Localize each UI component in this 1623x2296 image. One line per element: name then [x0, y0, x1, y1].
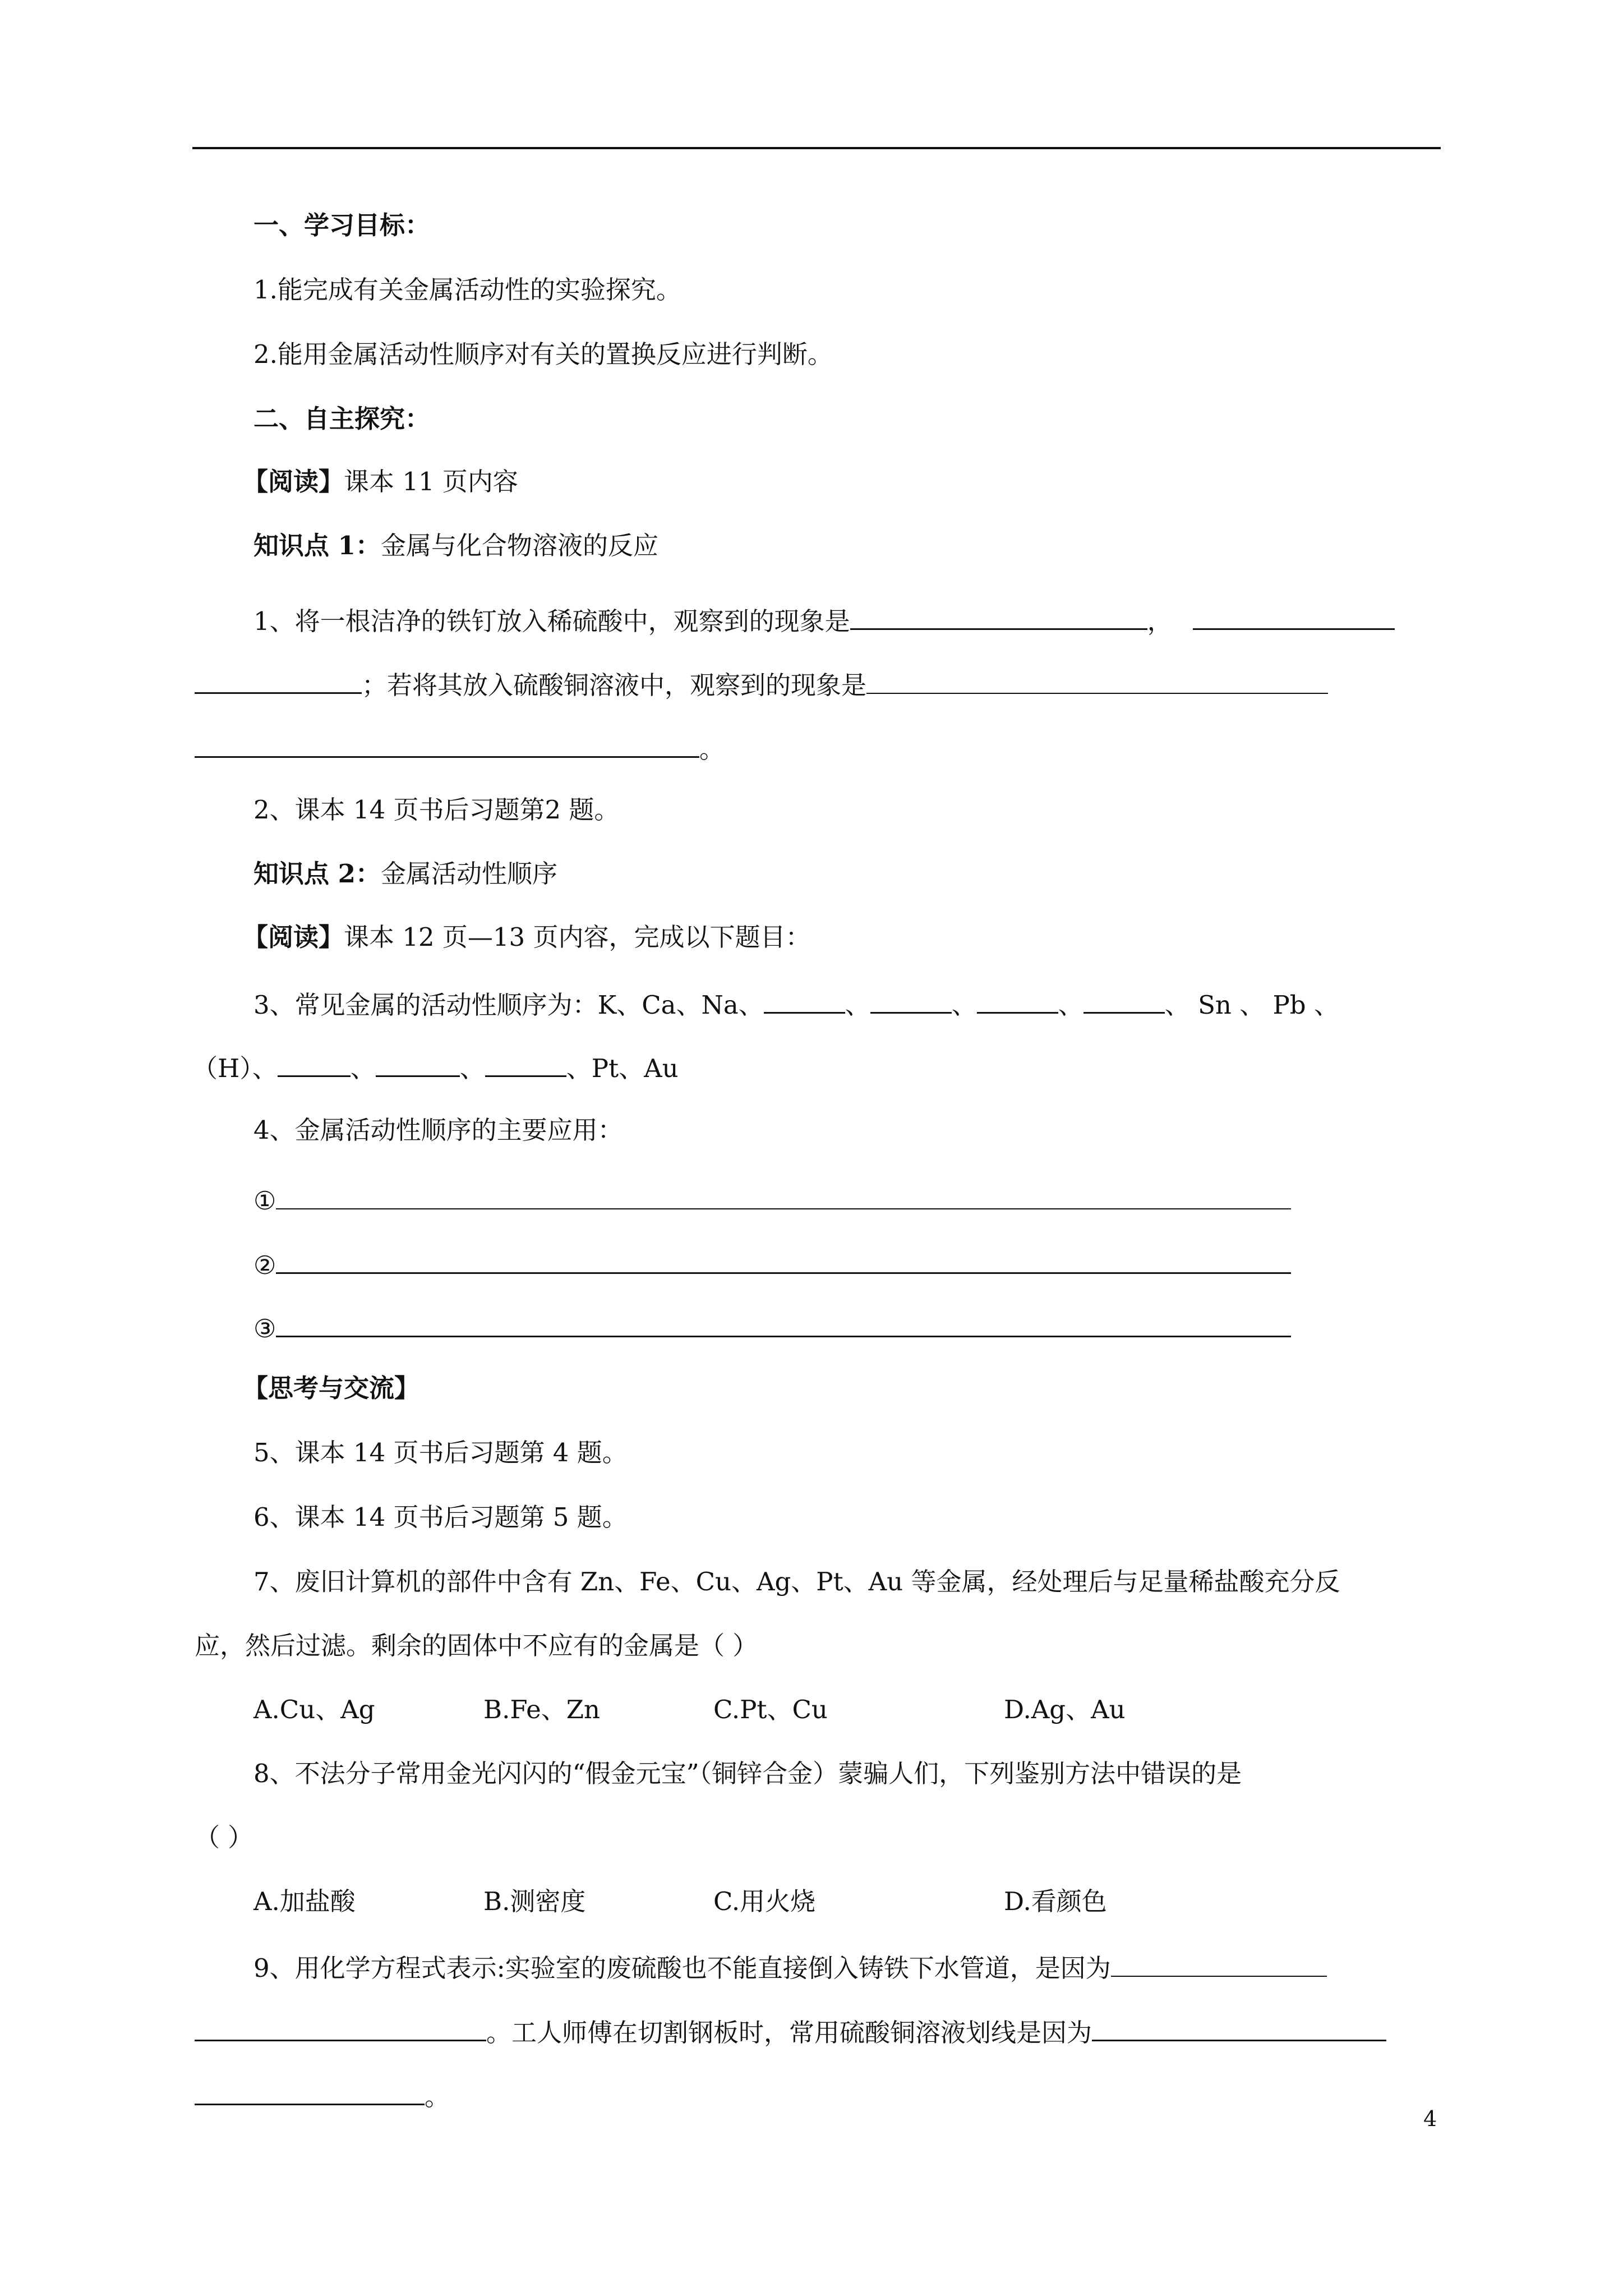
- q7-line2: 应，然后过滤。剩余的固体中不应有的金属是（ ）: [195, 1631, 758, 1660]
- q1-part1: 1、将一根洁净的铁钉放入稀硫酸中，观察到的现象是: [253, 606, 850, 636]
- q1-line1: [253, 601, 1395, 635]
- q1-part4: 。: [699, 734, 725, 764]
- q3-sep-3: 、: [1058, 990, 1083, 1020]
- read1-line: [243, 465, 518, 499]
- kp2-label: 知识点 2：: [253, 859, 381, 889]
- q7-option-d: D.Ag、Au: [1004, 1695, 1126, 1724]
- q3-blank-2[interactable]: [870, 985, 952, 1014]
- kp1-label: 知识点 1：: [253, 531, 381, 560]
- q4-answer-1: [253, 1181, 1291, 1215]
- q7-line1: 7、废旧计算机的部件中含有 Zn、Fe、Cu、Ag、Pt、Au 等金属，经处理后与足量稀盐酸充分反: [253, 1567, 1340, 1596]
- q8-option-a: A.加盐酸: [253, 1887, 356, 1916]
- objective-1: 1.能完成有关金属活动性的实验探究。: [253, 275, 681, 305]
- objective-2: 2.能用金属活动性顺序对有关的置换反应进行判断。: [253, 339, 833, 369]
- read2-text: 课本 12 页—13 页内容，完成以下题目：: [344, 922, 811, 952]
- q1-part3: ；若将其放入硫酸铜溶液中，观察到的现象是: [362, 670, 867, 700]
- q6-line: 6、课本 14 页书后习题第 5 题。: [253, 1502, 628, 1532]
- q9-blank-3[interactable]: [1092, 2013, 1386, 2041]
- read2-tag: 【阅读】: [243, 922, 344, 952]
- q5-line: 5、课本 14 页书后习题第 4 题。: [253, 1438, 628, 1467]
- q3-blank-1[interactable]: [764, 985, 845, 1014]
- q3-blank-4[interactable]: [1083, 985, 1165, 1014]
- q3-blank-5[interactable]: [278, 1048, 351, 1077]
- q9-line2: [195, 2013, 1386, 2046]
- q3-blank-3[interactable]: [977, 985, 1058, 1014]
- q1-part2: ，: [1147, 606, 1173, 636]
- q3-line1: [253, 985, 1339, 1019]
- q9-part2: 。工人师傅在切割钢板时，常用硫酸铜溶液划线是因为: [486, 2018, 1092, 2047]
- q8-line1: 8、不法分子常用金光闪闪的“假金元宝”（铜锌合金）蒙骗人们，下列鉴别方法中错误的是: [253, 1759, 1242, 1788]
- q1-line2: [195, 665, 1328, 699]
- q3-line2-start: （H）、: [192, 1053, 278, 1083]
- q8-option-d: D.看颜色: [1004, 1887, 1107, 1916]
- kp2-line: [253, 857, 557, 891]
- section2-heading: 二、自主探究：: [253, 404, 431, 434]
- header-rule: [192, 147, 1441, 149]
- q3-sep-2: 、: [951, 990, 977, 1020]
- kp2-text: 金属活动性顺序: [380, 859, 557, 889]
- q3-blank-7[interactable]: [485, 1048, 566, 1077]
- q4-answer-3: [253, 1309, 1291, 1342]
- q3-sep-5: 、: [459, 1053, 485, 1083]
- q8-line2: （ ）: [195, 1823, 253, 1852]
- q3-line2: [192, 1048, 679, 1082]
- think-heading: 【思考与交流】: [243, 1373, 420, 1403]
- page-number: 4: [1423, 2106, 1437, 2131]
- q9-part1: 9、用化学方程式表示:实验室的废硫酸也不能直接倒入铸铁下水管道，是因为: [253, 1953, 1111, 1983]
- q4-line: 4、金属活动性顺序的主要应用：: [253, 1115, 623, 1145]
- q3-mid: 、 Sn 、 Pb 、: [1164, 990, 1339, 1020]
- q9-part3: 。: [425, 2082, 450, 2111]
- q3-sep-1: 、: [845, 990, 870, 1020]
- q4-answer-2: [253, 1245, 1291, 1279]
- q9-line3: [195, 2077, 450, 2110]
- q1-blank-2[interactable]: [1193, 601, 1395, 630]
- kp1-text: 金属与化合物溶液的反应: [380, 531, 658, 560]
- q4-blank-3[interactable]: [276, 1309, 1291, 1337]
- q3-part1: 3、常见金属的活动性顺序为：K、Ca、Na、: [253, 990, 764, 1020]
- q4-mark-3: ③: [253, 1314, 276, 1343]
- read1-text: 课本 11 页内容: [344, 467, 518, 496]
- q7-option-a: A.Cu、Ag: [253, 1695, 375, 1724]
- q4-mark-2: ②: [253, 1250, 276, 1280]
- q8-option-c: C.用火烧: [713, 1887, 816, 1916]
- q1-blank-3[interactable]: [195, 665, 362, 694]
- q1-blank-5[interactable]: [195, 729, 699, 758]
- section1-heading: 一、学习目标：: [253, 210, 431, 240]
- read1-tag: 【阅读】: [243, 467, 344, 496]
- q3-blank-6[interactable]: [376, 1048, 460, 1077]
- q9-blank-2[interactable]: [195, 2013, 486, 2041]
- q9-blank-1[interactable]: [1111, 1949, 1327, 1977]
- q7-option-c: C.Pt、Cu: [713, 1695, 828, 1724]
- q1-blank-4[interactable]: [866, 666, 1328, 694]
- q2-line: 2、课本 14 页书后习题第2 题。: [253, 795, 620, 825]
- q9-line1: [253, 1949, 1327, 1982]
- q4-blank-2[interactable]: [276, 1245, 1291, 1274]
- q9-blank-4[interactable]: [195, 2077, 425, 2105]
- q4-blank-1[interactable]: [276, 1181, 1291, 1209]
- read2-line: [243, 921, 810, 954]
- kp1-line: [253, 529, 658, 563]
- q3-line2-end: 、Pt、Au: [566, 1053, 679, 1083]
- q7-option-b: B.Fe、Zn: [483, 1695, 601, 1724]
- q1-line3: [195, 729, 725, 763]
- q1-blank-1[interactable]: [850, 601, 1147, 630]
- q4-mark-1: ①: [253, 1186, 276, 1216]
- q3-sep-4: 、: [350, 1053, 376, 1083]
- q8-option-b: B.测密度: [483, 1887, 586, 1916]
